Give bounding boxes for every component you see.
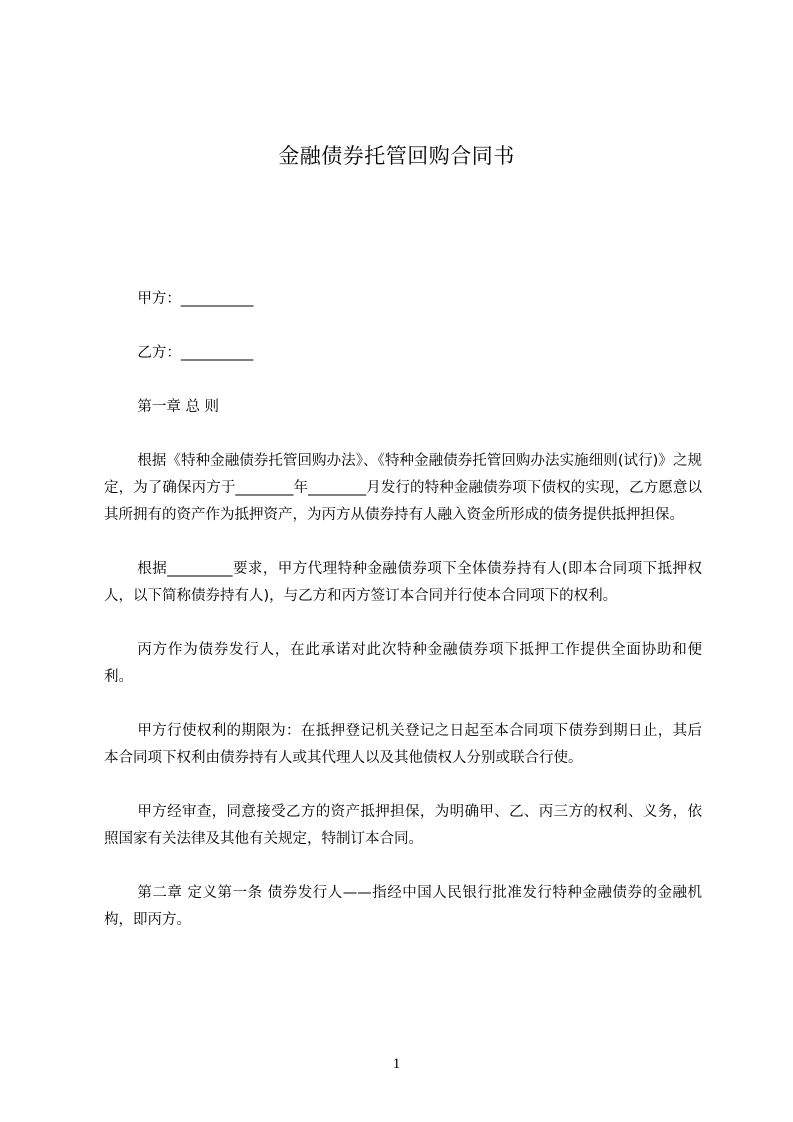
paragraph-agent-authority: 根据_________要求，甲方代理特种金融债券项下全体债券持有人(即本合同项下抵押权人，以下简称债券持有人)，与乙方和丙方签订本合同并行使本合同项下的权利。 [104, 561, 702, 604]
party-b-line: 乙方：__________ [137, 345, 254, 361]
page-number: 1 [392, 1056, 401, 1072]
paragraph-issuer-commitment: 丙方作为债券发行人，在此承诺对此次特种金融债券项下抵押工作提供全面协助和便利。 [104, 642, 702, 685]
document-title: 金融债券托管回购合同书 [278, 144, 515, 168]
chapter-1-heading: 第一章 总 则 [137, 399, 220, 415]
paragraph-rights-term: 甲方行使权利的期限为：在抵押登记机关登记之日起至本合同项下债券到期日止，其后本合同项下权利由债券持有人或其代理人以及其他债权人分别或联合行使。 [104, 723, 702, 766]
paragraph-chapter-2-definition: 第二章 定义第一条 债券发行人——指经中国人民银行批准发行特种金融债券的金融机构，即丙方。 [104, 885, 702, 928]
party-a-line: 甲方：__________ [137, 291, 254, 307]
document-body [104, 286, 702, 961]
paragraph-agreement-purpose: 甲方经审查，同意接受乙方的资产抵押担保，为明确甲、乙、丙三方的权利、义务，依照国家有关法律及其他有关规定，特制订本合同。 [104, 804, 702, 847]
paragraph-legal-basis: 根据《特种金融债券托管回购办法》、《特种金融债券托管回购办法实施细则(试行)》之规定，为了确保丙方于________年________月发行的特种金融债券项下债权的实现，乙方愿意以其所拥有的资产作为抵押资产，为丙方从债券持有人融入资金所形成的债务提供抵押担保。 [104, 453, 702, 523]
